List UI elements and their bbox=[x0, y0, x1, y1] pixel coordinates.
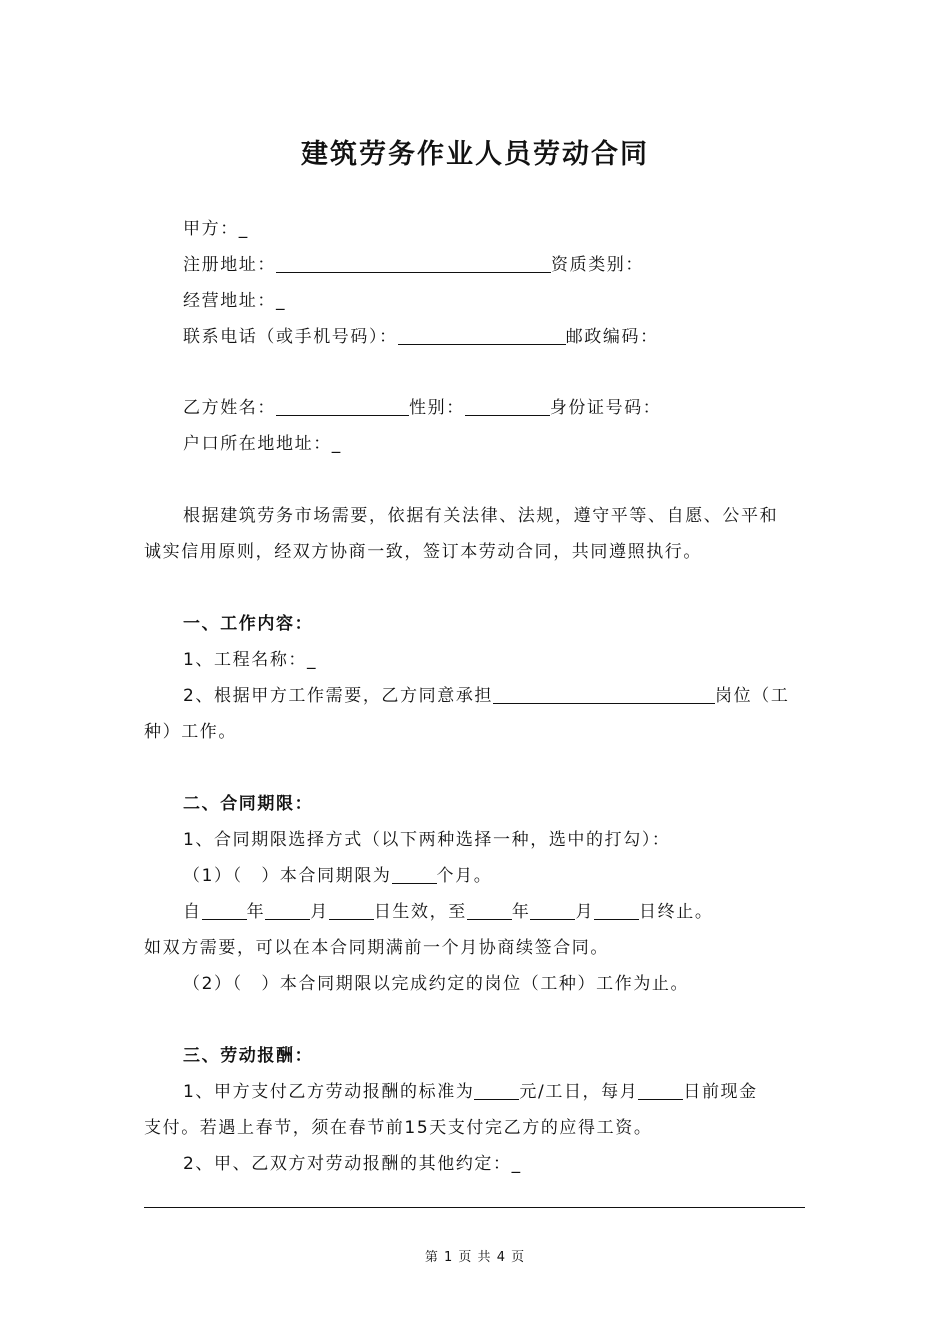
intro-line-2: 诚实信用原则，经双方协商一致，签订本劳动合同，共同遵照执行。 bbox=[144, 542, 702, 562]
section3-heading: 三、劳动报酬： bbox=[183, 1046, 314, 1066]
hukou-label: 户口所在地地址：_ bbox=[183, 434, 342, 454]
op-address-label: 经营地址：_ bbox=[183, 291, 287, 311]
months-field[interactable] bbox=[392, 865, 437, 884]
term-option-1-pre: （1）（ ）本合同期限为 bbox=[183, 866, 392, 886]
document-title: 建筑劳务作业人员劳动合同 bbox=[301, 139, 649, 170]
gender-field[interactable] bbox=[465, 397, 550, 416]
section1-heading: 一、工作内容： bbox=[183, 614, 314, 634]
start-day-field[interactable] bbox=[329, 901, 374, 920]
terminate-label: 日终止。 bbox=[639, 902, 714, 922]
end-day-field[interactable] bbox=[594, 901, 639, 920]
position-pre: 2、根据甲方工作需要，乙方同意承担 bbox=[183, 686, 494, 706]
intro-line-1: 根据建筑劳务市场需要，依据有关法律、法规，遵守平等、自愿、公平和 bbox=[183, 506, 779, 526]
footer-divider bbox=[144, 1207, 805, 1208]
phone-field[interactable] bbox=[398, 326, 566, 345]
month-label: 月 bbox=[310, 902, 329, 922]
hukou-line bbox=[183, 432, 342, 456]
month-label-2: 月 bbox=[575, 902, 595, 922]
wage-rate-field[interactable] bbox=[474, 1081, 519, 1100]
phone-label: 联系电话（或手机号码）： bbox=[183, 327, 398, 347]
reg-address-line bbox=[183, 253, 644, 277]
position-field[interactable] bbox=[493, 685, 715, 704]
party-b-line bbox=[183, 396, 661, 420]
wage-line-cont: 支付。若遇上春节，须在春节前15天支付完乙方的应得工资。 bbox=[144, 1118, 653, 1138]
project-name-line: 1、工程名称：_ bbox=[183, 650, 318, 670]
party-a-line bbox=[183, 217, 249, 241]
postcode-label: 邮政编码： bbox=[565, 327, 659, 347]
section2-heading: 二、合同期限： bbox=[183, 794, 314, 814]
qualification-label: 资质类别： bbox=[551, 255, 644, 275]
reg-address-field[interactable] bbox=[276, 254, 551, 273]
gender-label: 性别： bbox=[409, 398, 465, 418]
id-label: 身份证号码： bbox=[549, 398, 662, 418]
year-label-2: 年 bbox=[511, 902, 531, 922]
start-year-field[interactable] bbox=[202, 901, 247, 920]
renew-line: 如双方需要，可以在本合同期满前一个月协商续签合同。 bbox=[144, 938, 609, 958]
phone-line bbox=[183, 325, 659, 349]
year-label: 年 bbox=[246, 902, 266, 922]
wage-post: 日前现金 bbox=[683, 1082, 758, 1102]
op-address-line bbox=[183, 289, 286, 313]
position-line bbox=[183, 684, 789, 708]
from-label: 自 bbox=[183, 902, 202, 922]
term-option-1 bbox=[183, 864, 492, 888]
position-line-cont: 种）工作。 bbox=[144, 722, 237, 742]
wage-other-line: 2、甲、乙双方对劳动报酬的其他约定：_ bbox=[183, 1154, 522, 1174]
wage-pre: 1、甲方支付乙方劳动报酬的标准为 bbox=[183, 1082, 475, 1102]
position-post: 岗位（工 bbox=[715, 686, 790, 706]
start-month-field[interactable] bbox=[265, 901, 310, 920]
end-month-field[interactable] bbox=[530, 901, 575, 920]
term-option-2: （2）（ ）本合同期限以完成约定的岗位（工种）工作为止。 bbox=[183, 974, 690, 994]
effective-label: 日生效，至 bbox=[373, 902, 467, 922]
term-method-line: 1、合同期限选择方式（以下两种选择一种，选中的打勾）： bbox=[183, 830, 671, 850]
pay-day-field[interactable] bbox=[638, 1081, 683, 1100]
party-b-name-field[interactable] bbox=[276, 397, 409, 416]
wage-mid: 元/工日，每月 bbox=[519, 1082, 639, 1102]
term-option-1-post: 个月。 bbox=[436, 866, 493, 886]
page-number: 第 1 页 共 4 页 bbox=[424, 1250, 526, 1265]
term-dates-line bbox=[183, 900, 713, 924]
reg-address-label: 注册地址： bbox=[183, 255, 276, 275]
party-b-name-label: 乙方姓名： bbox=[183, 398, 276, 418]
party-a-label: 甲方：_ bbox=[183, 219, 249, 239]
wage-line bbox=[183, 1080, 758, 1104]
end-year-field[interactable] bbox=[467, 901, 512, 920]
